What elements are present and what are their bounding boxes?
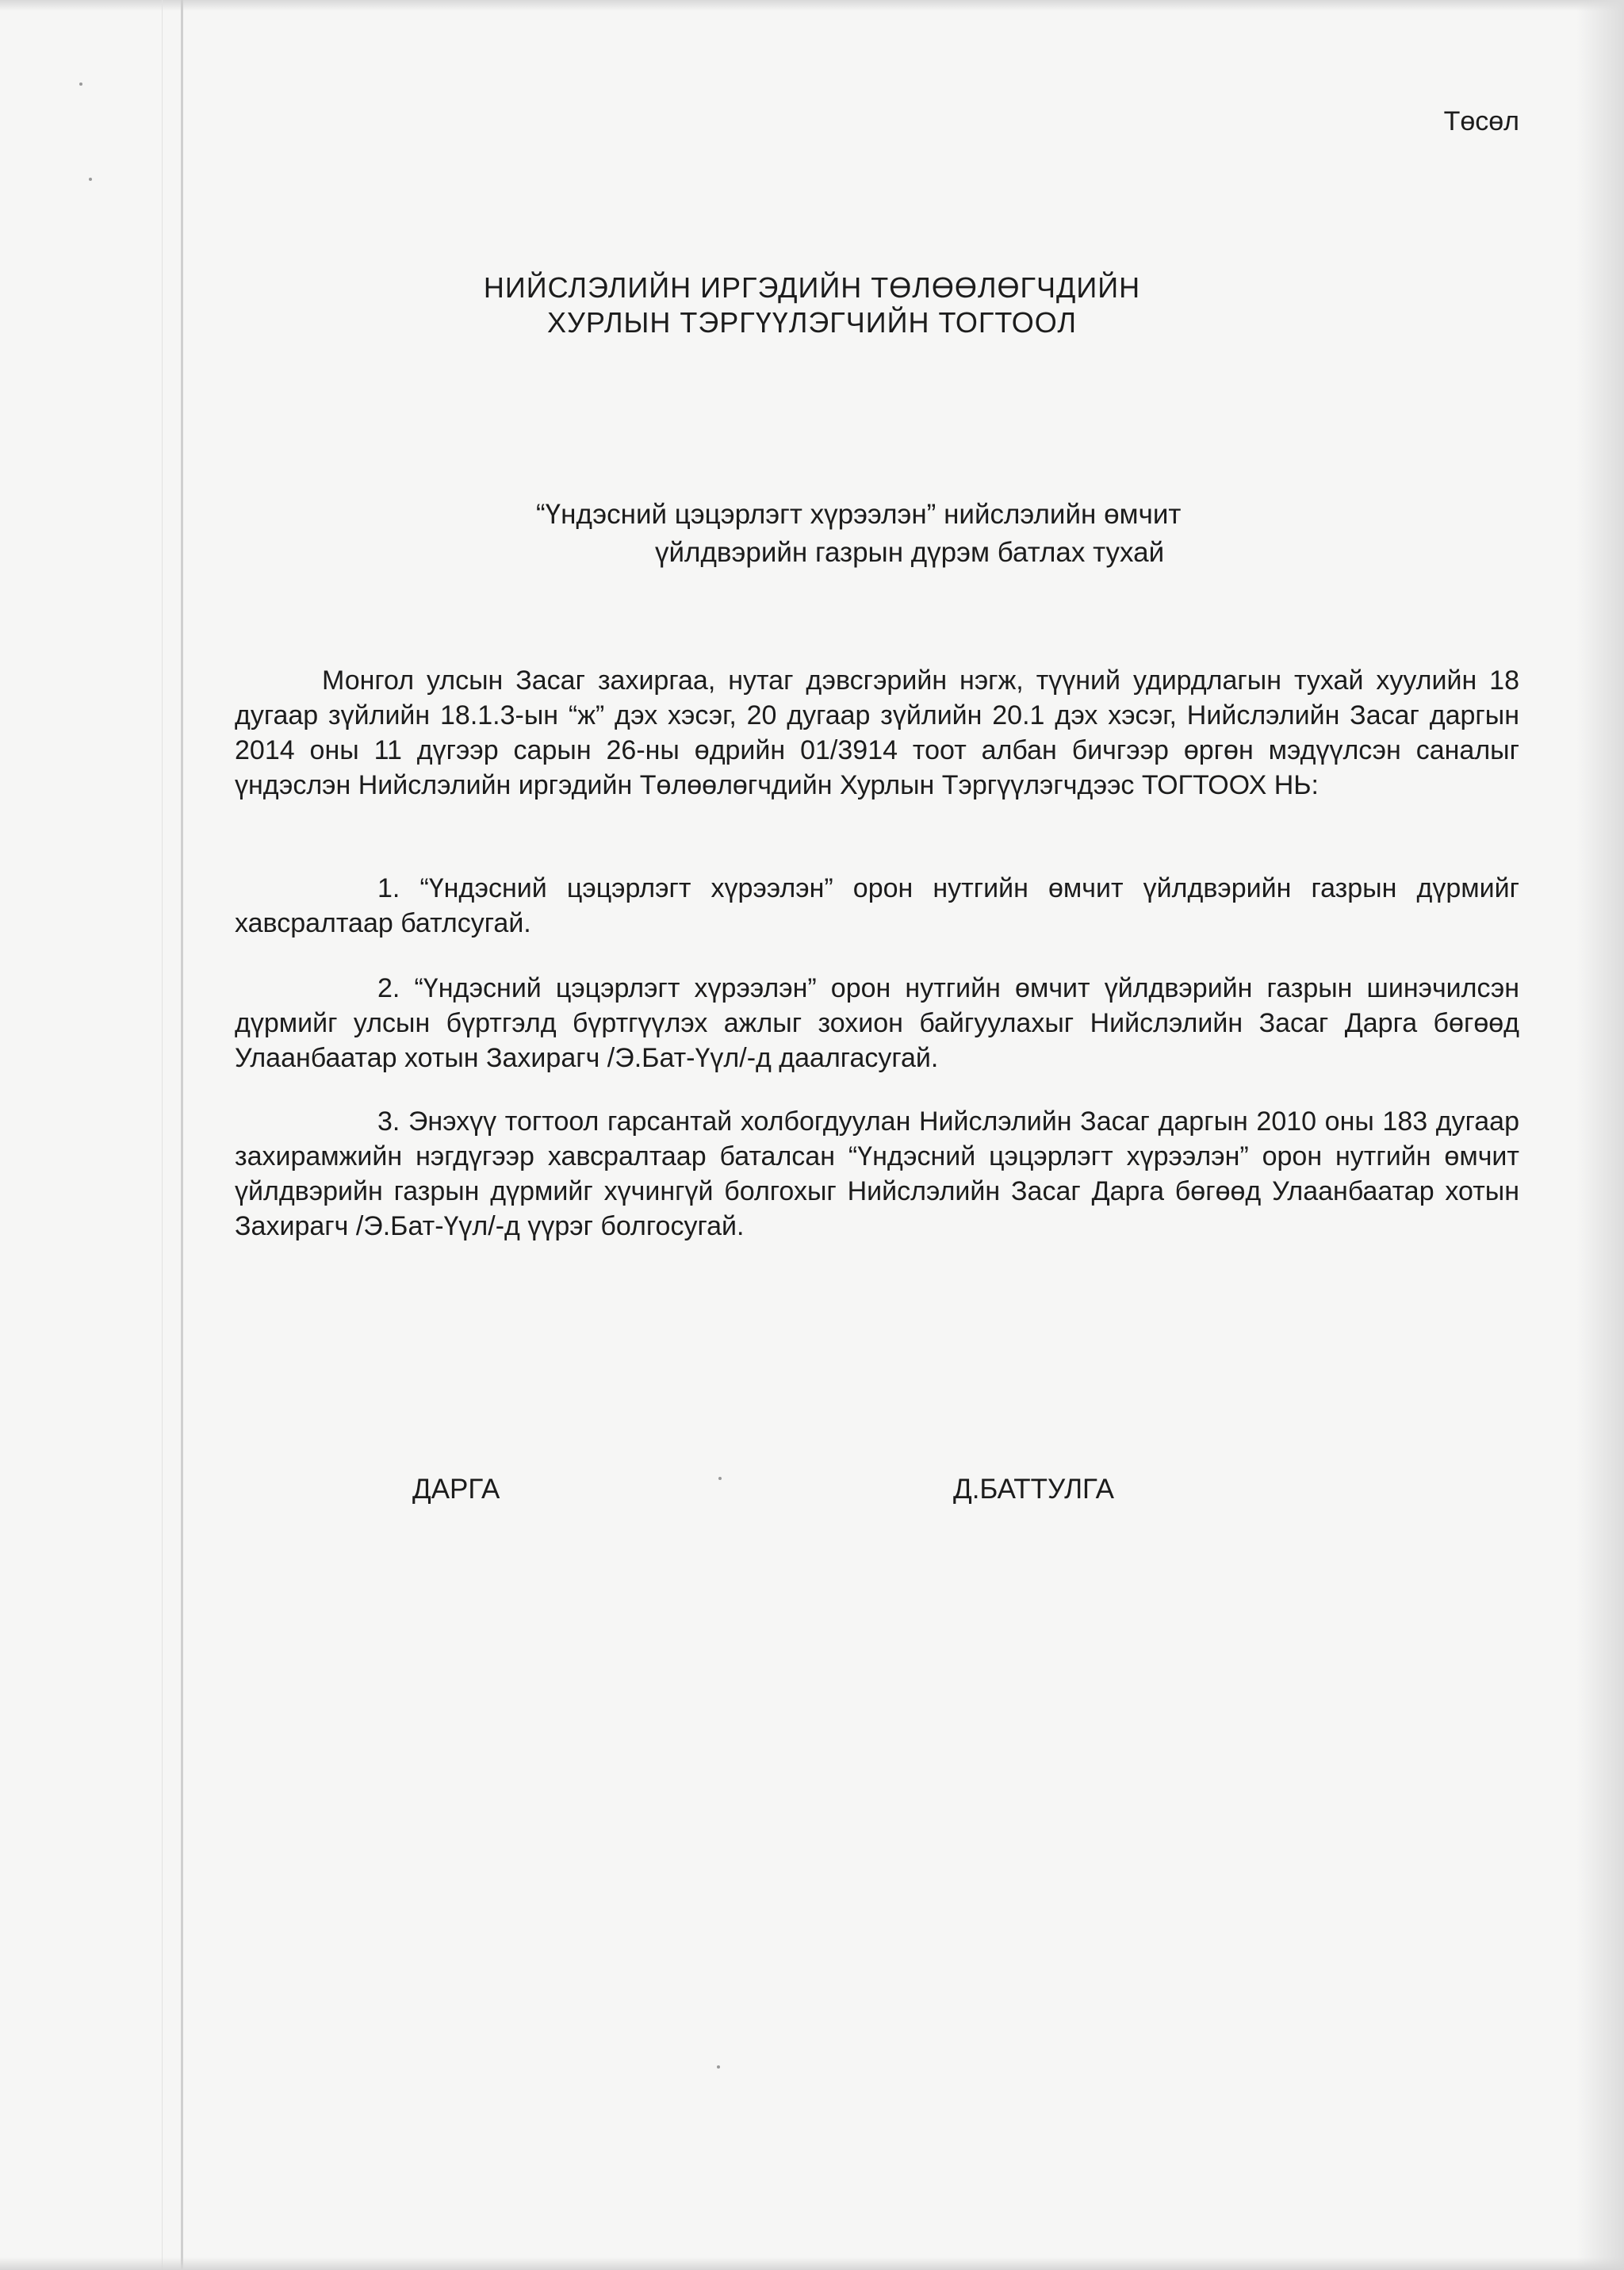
scan-edge-top (0, 0, 1624, 11)
subject-line-2: үйлдвэрийн газрын дүрэм батлах тухай (655, 537, 1165, 568)
resolution-item-3: 3. Энэхүү тогтоол гарсантай холбогдуулан Нийслэлийн Засаг даргын 2010 оны 183 дугаар захирамжийн нэгдүгээр хавсралтаар баталсан “Үндэсний цэцэрлэгт хүрээлэн” орон нутгийн өмчит үйлдвэрийн газрын дүрмийг хүчингүй болгохыг Нийслэлийн Засаг Дарга бөгөөд Улаанбаатар хотын Захирагч /Э.Бат-Үүл/-д үүрэг болгосугай. (235, 1106, 1519, 1241)
resolution-item-2: 2. “Үндэсний цэцэрлэгт хүрээлэн” орон нутгийн өмчит үйлдвэрийн газрын шинэчилсэн дүрмийг улсын бүртгэлд бүртгүүлэх ажлыг зохион байгуулахыг Нийслэлийн Засаг Дарга бөгөөд Улаанбаатар хотын Захирагч /Э.Бат-Үүл/-д даалгасугай. (235, 973, 1519, 1073)
scan-speck (717, 2065, 720, 2069)
document-title-line-1: НИЙСЛЭЛИЙН ИРГЭДИЙН ТӨЛӨӨЛӨГЧДИЙН (483, 271, 1141, 304)
subject-line-1: “Үндэсний цэцэрлэгт хүрээлэн” нийслэлийн өмчит (536, 499, 1182, 530)
resolution-item-1: 1. “Үндэсний цэцэрлэгт хүрээлэн” орон нутгийн өмчит үйлдвэрийн газрын дүрмийг хавсралтаар батлсугай. (235, 873, 1519, 938)
scan-speck (89, 178, 92, 181)
draft-label: Төсөл (1443, 106, 1519, 136)
scan-speck (718, 1477, 722, 1480)
document-title-line-2: ХУРЛЫН ТЭРГҮҮЛЭГЧИЙН ТОГТООЛ (547, 306, 1077, 339)
scan-edge-bottom (0, 2257, 1624, 2270)
signatory-name: Д.БАТТУЛГА (953, 1474, 1114, 1505)
scan-speck (79, 82, 82, 86)
preamble-paragraph: Монгол улсын Засаг захиргаа, нутаг дэвсгэрийн нэгж, түүний удирдлагын тухай хуулийн 18 дугаар зүйлийн 18.1.3-ын “ж” дэх хэсэг, 20 дугаар зүйлийн 20.1 дэх хэсэг, Нийслэлийн Засаг даргын 2014 оны 11 дүгээр сарын 26-ны өдрийн 01/3914 тоот албан бичгээр өргөн мэдүүлсэн саналыг үндэслэн Нийслэлийн иргэдийн Төлөөлөгчдийн Хурлын Тэргүүлэгчдээс ТОГТООХ НЬ: (235, 665, 1519, 800)
signatory-title: ДАРГА (412, 1474, 500, 1505)
